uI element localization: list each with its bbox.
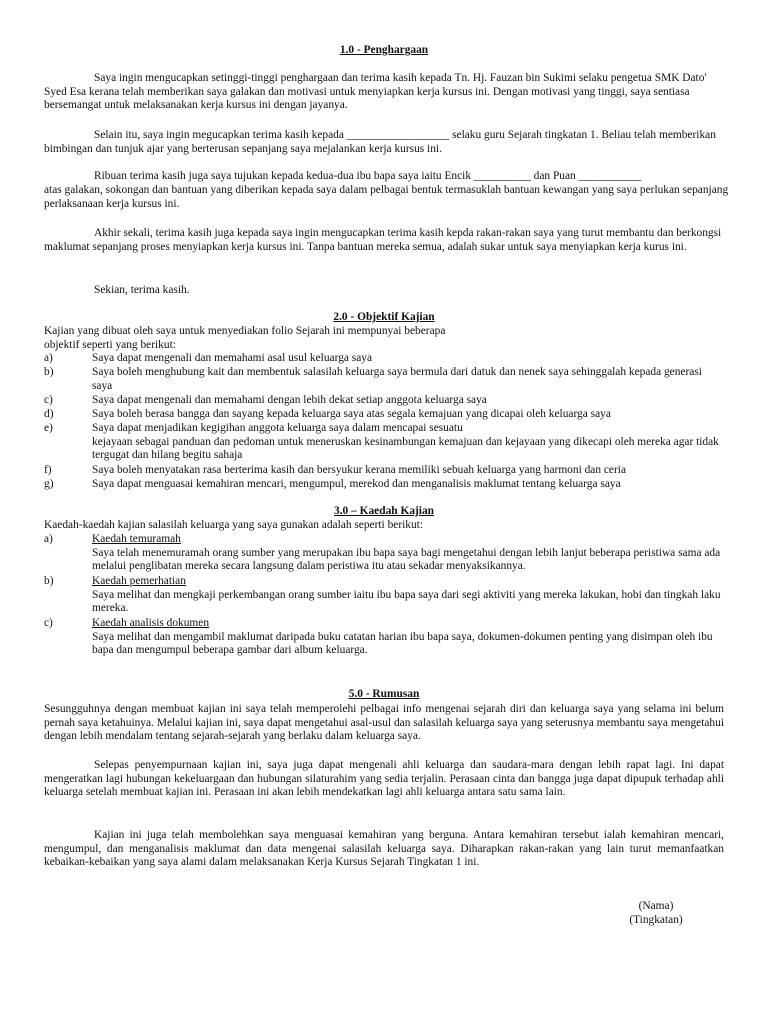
rumusan-paragraph-1: Sesungguhnya dengan membuat kajian ini saya telah memperolehi pelbagai info mengenai sejarah diri dan keluarga saya yang selama ini belum pernah saya ketahuinya. Melalui kajian ini, saya dapat mengetahui asal-usul dan salasilah keluarga saya yang seterusnya membantu saya mengetahui dengan lebih mendalam tentang sejarah-sejarah yang berlaku dalam keluarga saya. bbox=[44, 703, 724, 743]
section-heading-objektif: 2.0 - Objektif Kajian bbox=[333, 311, 435, 323]
objektif-item-text-continued: kejayaan sebagai panduan dan pedoman untuk meneruskan kesinambungan kemajuan dan kejayaan yang dikecapi oleh mereka agar tidak tergugat dan hilang begitu sahaja bbox=[92, 435, 719, 462]
objektif-item-text: Saya dapat mengenali dan memahami asal usul keluarga saya bbox=[92, 352, 373, 364]
penghargaan-paragraph-1: Saya ingin mengucapkan setinggi-tinggi penghargaan dan terima kasih kepada Tn. Hj. Fauzan bin Sukimi selaku pengetua SMK Dato' Syed Esa kerana telah memberikan saya galakan dan motivasi untuk menyiapkan kerja kursus ini. Dengan motivasi yang tinggi, saya sentiasa bersemangat untuk melaksanakan kerja kursus ini dengan jayanya. bbox=[44, 72, 707, 112]
signature-tingkatan: (Tingkatan) bbox=[629, 914, 683, 926]
objektif-item-label: c) bbox=[44, 394, 53, 406]
objektif-item-text: Saya dapat mengenali dan memahami dengan lebih dekat setiap anggota keluarga saya bbox=[92, 394, 487, 406]
objektif-item bbox=[44, 408, 724, 422]
objektif-item-text: Saya boleh menyatakan rasa berterima kasih dan bersyukur kerana memiliki sebuah keluarga yang harmoni dan ceria bbox=[92, 464, 626, 476]
penghargaan-paragraph-2: Selain itu, saya ingin megucapkan terima kasih kepada __________________ selaku guru Sejarah tingkatan 1. Beliau telah memberikan bimbingan dan tunjuk ajar yang berterusan sepanjang saya mejalankan kerja kursus ini. bbox=[44, 129, 716, 155]
section-heading-rumusan: 5.0 - Rumusan bbox=[348, 688, 420, 700]
objektif-item-label: e) bbox=[44, 422, 53, 434]
objektif-item-label: d) bbox=[44, 408, 54, 420]
objektif-item bbox=[44, 422, 724, 463]
objektif-item-label: f) bbox=[44, 464, 52, 476]
kaedah-item-title: Kaedah pemerhatian bbox=[92, 575, 186, 587]
kaedah-item-label: b) bbox=[44, 575, 54, 587]
rumusan-paragraph-3: Kajian ini juga telah membolehkan saya menguasai kemahiran yang berguna. Antara kemahiran tersebut ialah kemahiran mencari, mengumpul, dan menganalisis maklumat dan data mengenai salasilah keluarga saya. Diharapkan rakan-rakan yang lain turut memanfaatkan kebaikan-kebaikan yang saya alami dalam melaksanakan Kerja Kursus Sejarah Tingkatan 1 ini. bbox=[44, 829, 724, 869]
rumusan-paragraph-2: Selepas penyempurnaan kajian ini, saya juga dapat mengenali ahli keluarga dan saudara-mara dengan lebih rapat lagi. Ini dapat mengeratkan lagi hubungan kekeluargaan dan hubungan silaturahim yang sedia terjalin. Perasaan cinta dan bangga juga dapat dipupuk terhadap ahli keluarga setelah membuat kajian ini. Perasaan ini akan lebih mendekatkan lagi ahli keluarga antara satu sama lain. bbox=[44, 759, 724, 799]
objektif-item bbox=[44, 478, 724, 492]
kaedah-item bbox=[44, 533, 724, 574]
kaedah-item-text: Saya telah menemuramah orang sumber yang merupakan ibu bapa saya bagi mengetahui dengan lebih lanjut beberapa peristiwa sama ada melalui penglibatan mereka secara langsung dalam peristiwa itu atau sekadar menyaksikannya. bbox=[92, 546, 721, 573]
section-heading-penghargaan: 1.0 - Penghargaan bbox=[339, 44, 429, 56]
objektif-intro-line-2: objektif seperti yang berikut: bbox=[44, 339, 176, 351]
objektif-item bbox=[44, 464, 724, 478]
objektif-item bbox=[44, 352, 724, 366]
penghargaan-paragraph-3: atas galakan, sokongan dan bantuan yang diberikan kepada saya dalam pelbagai bentuk termasuklah bantuan kewangan yang saya perlukan sepanjang perlaksanaan kerja kursus ini. bbox=[44, 184, 729, 210]
kaedah-intro: Kaedah-kaedah kajian salasilah keluarga yang saya gunakan adalah seperti berikut: bbox=[44, 519, 423, 531]
objektif-item-text: Saya boleh berasa bangga dan sayang kepada keluarga saya atas segala kemajuan yang dicapai oleh keluarga saya bbox=[92, 408, 611, 420]
objektif-intro-line-1: Kajian yang dibuat oleh saya untuk menyediakan folio Sejarah ini mempunyai beberapa bbox=[44, 325, 446, 337]
kaedah-item bbox=[44, 617, 724, 658]
kaedah-item-label: a) bbox=[44, 533, 53, 545]
objektif-item-label: b) bbox=[44, 366, 54, 378]
objektif-item-label: g) bbox=[44, 478, 54, 490]
kaedah-item-text: Saya melihat dan mengkaji perkembangan orang sumber iaitu ibu bapa saya dari segi aktiviti yang mereka lakukan, hobi dan tingkah laku mereka. bbox=[92, 588, 721, 615]
kaedah-item-text: Saya melihat dan mengambil maklumat daripada buku catatan harian ibu bapa saya, dokumen-dokumen penting yang disimpan oleh ibu bapa dan mengumpul beberapa gambar dari album keluarga. bbox=[92, 630, 713, 657]
penghargaan-closing: Sekian, terima kasih. bbox=[94, 284, 190, 296]
objektif-item-text: Saya boleh menghubung kait dan membentuk salasilah keluarga saya bermula dari datuk dan nenek saya sehinggalah kepada generasi saya bbox=[92, 366, 702, 392]
objektif-item bbox=[44, 394, 724, 408]
objektif-item-label: a) bbox=[44, 352, 53, 364]
penghargaan-paragraph-3-line-1: Ribuan terima kasih juga saya tujukan kepada kedua-dua ibu bapa saya iaitu Encik __________ dan Puan ___________ bbox=[94, 170, 642, 182]
signature-nama: (Nama) bbox=[638, 900, 674, 912]
objektif-item-text: Saya dapat menjadikan kegigihan anggota keluarga saya dalam mencapai sesuatu bbox=[92, 422, 463, 434]
penghargaan-paragraph-4: Akhir sekali, terima kasih juga kepada saya ingin mengucapkan terima kasih kepda rakan-rakan saya yang turut membantu dan berkongsi maklumat sepanjang proses menyiapkan kerja kursus ini. Tanpa bantuan mereka semua, adalah sukar untuk saya menyiapkan kerja kurus ini. bbox=[44, 227, 722, 253]
objektif-item bbox=[44, 366, 724, 393]
section-heading-kaedah: 3.0 – Kaedah Kajian bbox=[334, 505, 434, 517]
objektif-item-text: Saya dapat menguasai kemahiran mencari, mengumpul, merekod dan menganalisis maklumat tentang keluarga saya bbox=[92, 478, 621, 490]
kaedah-item-label: c) bbox=[44, 617, 53, 629]
kaedah-item bbox=[44, 575, 724, 616]
kaedah-item-title: Kaedah temuramah bbox=[92, 533, 181, 545]
kaedah-item-title: Kaedah analisis dokumen bbox=[92, 617, 210, 629]
